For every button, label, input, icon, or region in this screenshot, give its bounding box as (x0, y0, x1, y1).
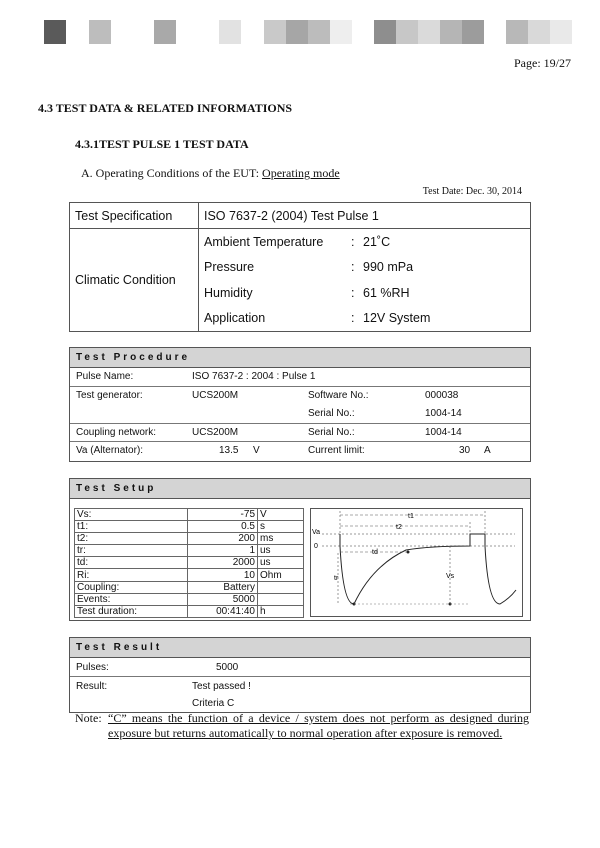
result-value: Test passed ! (192, 681, 251, 692)
va-unit: V (253, 445, 260, 456)
setup-row (75, 509, 304, 521)
setup-param: Events: (75, 593, 188, 605)
condition-value: 61 %RH (363, 285, 410, 300)
note-label: Note: (75, 711, 102, 725)
subsection-title: 4.3.1TEST PULSE 1 TEST DATA (75, 137, 249, 151)
coupling-row (70, 424, 530, 443)
coupling-serial-label: Serial No.: (308, 426, 355, 438)
setup-param: t1: (75, 521, 188, 533)
condition-row: Application : 12V System (204, 311, 431, 326)
setup-unit: h (258, 605, 304, 617)
setup-value: 200 (188, 533, 258, 545)
result-label: Result: (76, 681, 108, 692)
t1-label: t1 (408, 513, 414, 520)
spec-value: ISO 7637-2 (2004) Test Pulse 1 (199, 203, 531, 229)
setup-param: Vs: (75, 509, 188, 521)
setup-row (75, 581, 304, 593)
page-number: Page: 19/27 (514, 56, 571, 70)
setup-value: 1 (188, 545, 258, 557)
setup-unit (258, 593, 304, 605)
setup-unit: us (258, 557, 304, 569)
condition-label: Pressure (204, 260, 255, 275)
result-box (69, 637, 531, 713)
coupling-label: Coupling network: (76, 426, 157, 438)
condition-row: Ambient Temperature : 21˚C (204, 234, 391, 249)
header-logo (44, 20, 574, 46)
setup-param: Ri: (75, 569, 188, 581)
pulses-value: 5000 (216, 662, 239, 673)
setup-row (75, 521, 304, 533)
setup-value: 5000 (188, 593, 258, 605)
pulse-name-value: ISO 7637-2 : 2004 : Pulse 1 (192, 371, 316, 382)
pulse-waveform-diagram (310, 508, 523, 617)
setup-param: t2: (75, 533, 188, 545)
tr-label: tr (334, 575, 339, 582)
setup-table (74, 508, 304, 618)
va-value: 13.5 (219, 445, 239, 456)
va-row (70, 442, 530, 461)
coupling-value: UCS200M (192, 426, 239, 438)
setup-row (75, 593, 304, 605)
note-text: “C” means the function of a device / system does not perform as designed during exposure but returns automatically to normal operation after exposure is removed. (108, 711, 529, 740)
procedure-box (69, 347, 531, 462)
software-label: Software No.: (308, 389, 369, 401)
criteria-value: Criteria C (192, 698, 235, 709)
setup-unit (258, 581, 304, 593)
condition-label: Humidity (204, 285, 253, 300)
setup-param: Test duration: (75, 605, 188, 617)
spec-table (69, 202, 531, 332)
generator-label: Test generator: (76, 389, 143, 401)
t2-label: t2 (396, 524, 402, 531)
pulse-name-row (70, 368, 530, 387)
condition-value: 12V System (363, 311, 431, 326)
setup-value: 00:41:40 (188, 605, 258, 617)
condition-row: Pressure : 990 mPa (204, 260, 414, 275)
climatic-conditions (199, 229, 531, 332)
operating-mode: Operating mode (262, 166, 340, 180)
section-title: 4.3 TEST DATA & RELATED INFORMATIONS (38, 101, 293, 115)
setup-unit: V (258, 509, 304, 521)
condition-value: 990 mPa (363, 260, 414, 275)
setup-value: 2000 (188, 557, 258, 569)
pulse-name-label: Pulse Name: (76, 371, 134, 382)
setup-param: tr: (75, 545, 188, 557)
setup-box (69, 478, 531, 621)
result-title: Test Result (70, 638, 530, 658)
spec-label: Test Specification (70, 203, 199, 229)
procedure-title: Test Procedure (70, 348, 530, 368)
operating-prefix: A. Operating Conditions of the EUT: (81, 166, 263, 180)
setup-unit: Ohm (258, 569, 304, 581)
setup-unit: s (258, 521, 304, 533)
condition-label: Application (204, 311, 266, 326)
software-value: 000038 (425, 389, 459, 401)
coupling-serial-value: 1004-14 (425, 426, 462, 438)
condition-label: Ambient Temperature (204, 234, 324, 249)
setup-unit: ms (258, 533, 304, 545)
climatic-label: Climatic Condition (70, 229, 199, 332)
pulses-label: Pulses: (76, 662, 109, 673)
condition-row: Humidity : 61 %RH (204, 285, 410, 300)
setup-value: -75 (188, 509, 258, 521)
setup-row (75, 545, 304, 557)
serial-label: Serial No.: (308, 408, 355, 419)
current-label: Current limit: (308, 445, 365, 456)
test-date: Test Date: Dec. 30, 2014 (422, 186, 522, 197)
setup-value: 0.5 (188, 521, 258, 533)
td-label: td (372, 549, 378, 556)
setup-row (75, 569, 304, 581)
generator-row (70, 387, 530, 424)
setup-unit: us (258, 545, 304, 557)
setup-value: Battery (188, 581, 258, 593)
va-label: Va (Alternator): (76, 445, 144, 456)
current-value: 30 (459, 445, 471, 456)
setup-param: Coupling: (75, 581, 188, 593)
serial-value: 1004-14 (425, 408, 462, 419)
vs-label: Vs (446, 573, 455, 580)
generator-value: UCS200M (192, 389, 239, 401)
setup-row (75, 605, 304, 617)
pulses-row (70, 658, 530, 677)
setup-value: 10 (188, 569, 258, 581)
note (75, 711, 529, 741)
setup-title: Test Setup (70, 479, 530, 499)
zero-label: 0 (314, 543, 318, 550)
result-row (70, 677, 530, 712)
condition-value: 21˚C (363, 234, 391, 249)
setup-row (75, 557, 304, 569)
setup-param: td: (75, 557, 188, 569)
setup-row (75, 533, 304, 545)
operating-conditions (81, 166, 340, 181)
current-unit: A (484, 445, 491, 456)
va-diagram-label: Va (312, 529, 321, 536)
